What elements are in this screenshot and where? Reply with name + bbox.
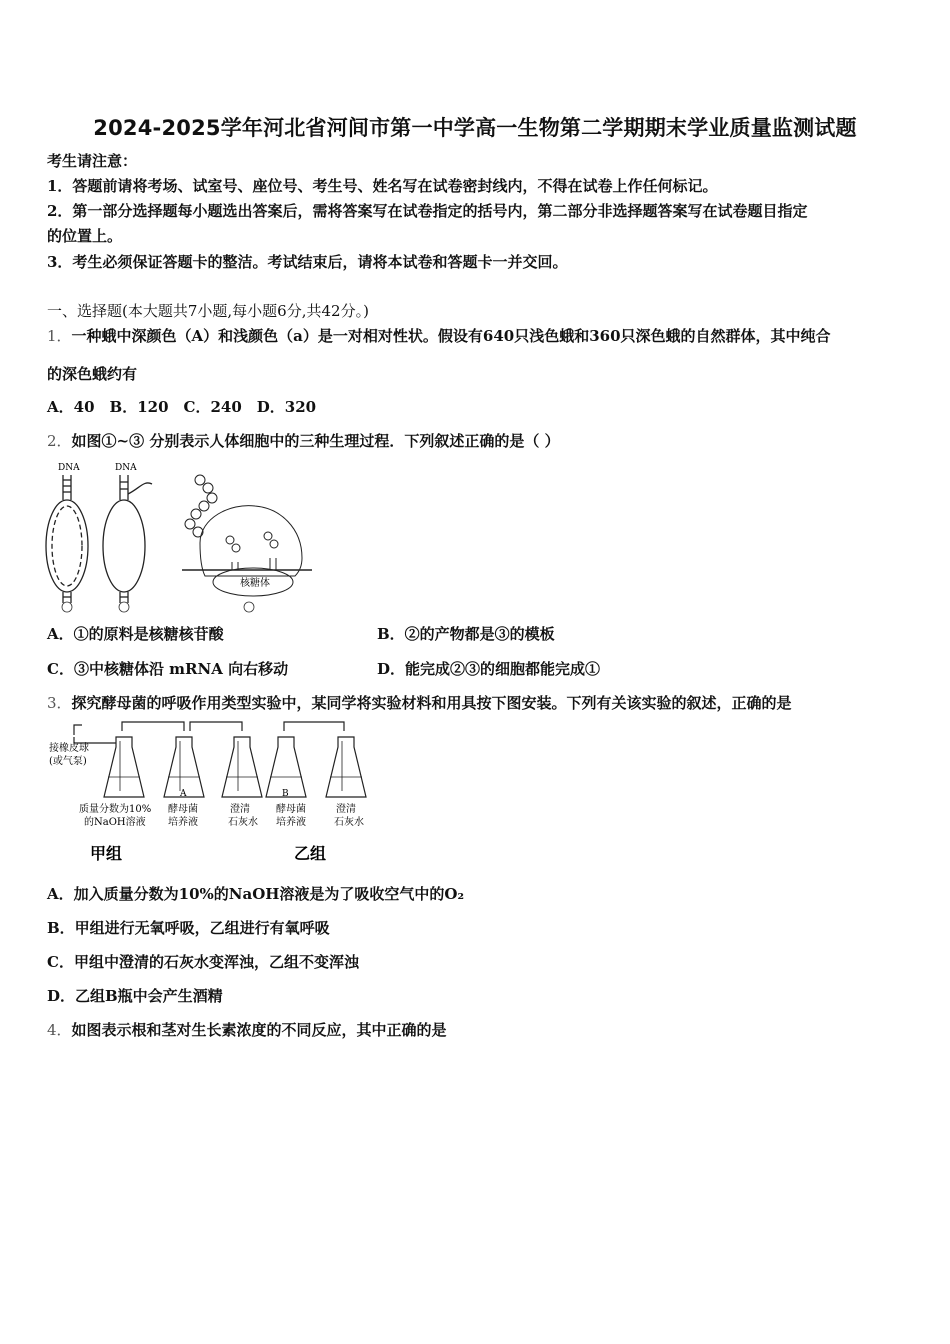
- lime-label: 澄清: [336, 804, 356, 815]
- question-stem: 如图①~③ 分别表示人体细胞中的三种生理过程．下列叙述正确的是（ ）: [71, 432, 560, 450]
- question-stem: 探究酵母菌的呼吸作用类型实验中，某同学将实验材料和用具按下图安装。下列有关该实验的叙述，正确的是: [71, 694, 792, 712]
- dna-label: DNA: [115, 463, 137, 473]
- ribosome-label: 核糖体: [240, 578, 270, 589]
- notice-item: 1．答题前请将考场、试室号、座位号、考生号、姓名写在试卷密封线内，不得在试卷上作任何标记。: [47, 177, 718, 195]
- pump-label: 接橡皮球: [49, 743, 89, 754]
- option-c: C．③中核糖体沿 mRNA 向右移动: [47, 660, 289, 678]
- option-b: B．甲组进行无氧呼吸，乙组进行有氧呼吸: [47, 919, 330, 937]
- replication-diagram: [46, 475, 88, 603]
- notice-heading: 考生请注意：: [47, 152, 138, 170]
- option-a: A．加入质量分数为10%的NaOH溶液是为了吸收空气中的O₂: [47, 885, 465, 903]
- question-3: [47, 693, 792, 713]
- figure-1-marker: [62, 602, 72, 612]
- yeast-label: 培养液: [168, 817, 198, 828]
- question-number: 4．: [47, 1021, 72, 1039]
- page-title: 2024-2025学年河北省河间市第一中学高一生物第二学期期末学业质量监测试题: [93, 116, 857, 140]
- question-4: [47, 1020, 447, 1040]
- lime-label: 澄清: [230, 804, 250, 815]
- question-stem: 如图表示根和茎对生长素浓度的不同反应，其中正确的是: [71, 1021, 447, 1039]
- group-label: 乙组: [294, 844, 327, 863]
- notice-item: 的位置上。: [47, 227, 123, 245]
- question-number: 3．: [47, 694, 72, 712]
- option-d: D．乙组B瓶中会产生酒精: [47, 987, 223, 1005]
- lime-label: 石灰水: [228, 817, 258, 828]
- flasks: [104, 737, 366, 797]
- flask-a-label: A: [180, 789, 187, 799]
- flask-b-label: B: [282, 789, 289, 799]
- question-number: 1．: [47, 327, 72, 345]
- figure-2-marker: [119, 602, 129, 612]
- naoh-label: 质量分数为10%: [79, 804, 152, 815]
- option-d: D．能完成②③的细胞都能完成①: [377, 660, 601, 678]
- option-c: C．甲组中澄清的石灰水变浑浊，乙组不变浑浊: [47, 953, 359, 971]
- apparatus-lines: [74, 722, 344, 743]
- question-1: [47, 326, 831, 346]
- question-stem-cont: 的深色蛾约有: [47, 365, 138, 383]
- lime-label: 石灰水: [334, 817, 364, 828]
- naoh-label: 的NaOH溶液: [84, 817, 146, 828]
- question-number: 2．: [47, 432, 72, 450]
- group-label: 甲组: [90, 844, 123, 863]
- notice-item: 2．第一部分选择题每小题选出答案后，需将答案写在试卷指定的括号内，第二部分非选择题答案写在试卷题目指定: [47, 202, 808, 220]
- dna-process-figure: [40, 458, 320, 614]
- dna-label: DNA: [58, 463, 80, 473]
- option-b: B．②的产物都是③的模板: [377, 625, 555, 643]
- notice-item: 3．考生必须保证答题卡的整洁。考试结束后，请将本试卷和答题卡一并交回。: [47, 253, 568, 271]
- section-heading: 一、选择题(本大题共7小题,每小题6分,共42分。): [47, 302, 369, 320]
- question-1-options: A．40 B．120 C．240 D．320: [47, 398, 317, 416]
- yeast-label: 培养液: [276, 817, 306, 828]
- yeast-label: 酵母菌: [168, 804, 198, 815]
- yeast-respiration-figure: [44, 717, 384, 872]
- question-2: [47, 431, 560, 451]
- figure-3-marker: [244, 602, 254, 612]
- transcription-diagram: [103, 475, 152, 603]
- yeast-label: 酵母菌: [276, 804, 306, 815]
- pump-label: (或气泵): [49, 756, 87, 767]
- question-stem: 一种蛾中深颜色（A）和浅颜色（a）是一对相对性状。假设有640只浅色蛾和360只深色蛾的自然群体，其中纯合: [71, 327, 831, 345]
- option-a: A．①的原料是核糖核苷酸: [47, 625, 224, 643]
